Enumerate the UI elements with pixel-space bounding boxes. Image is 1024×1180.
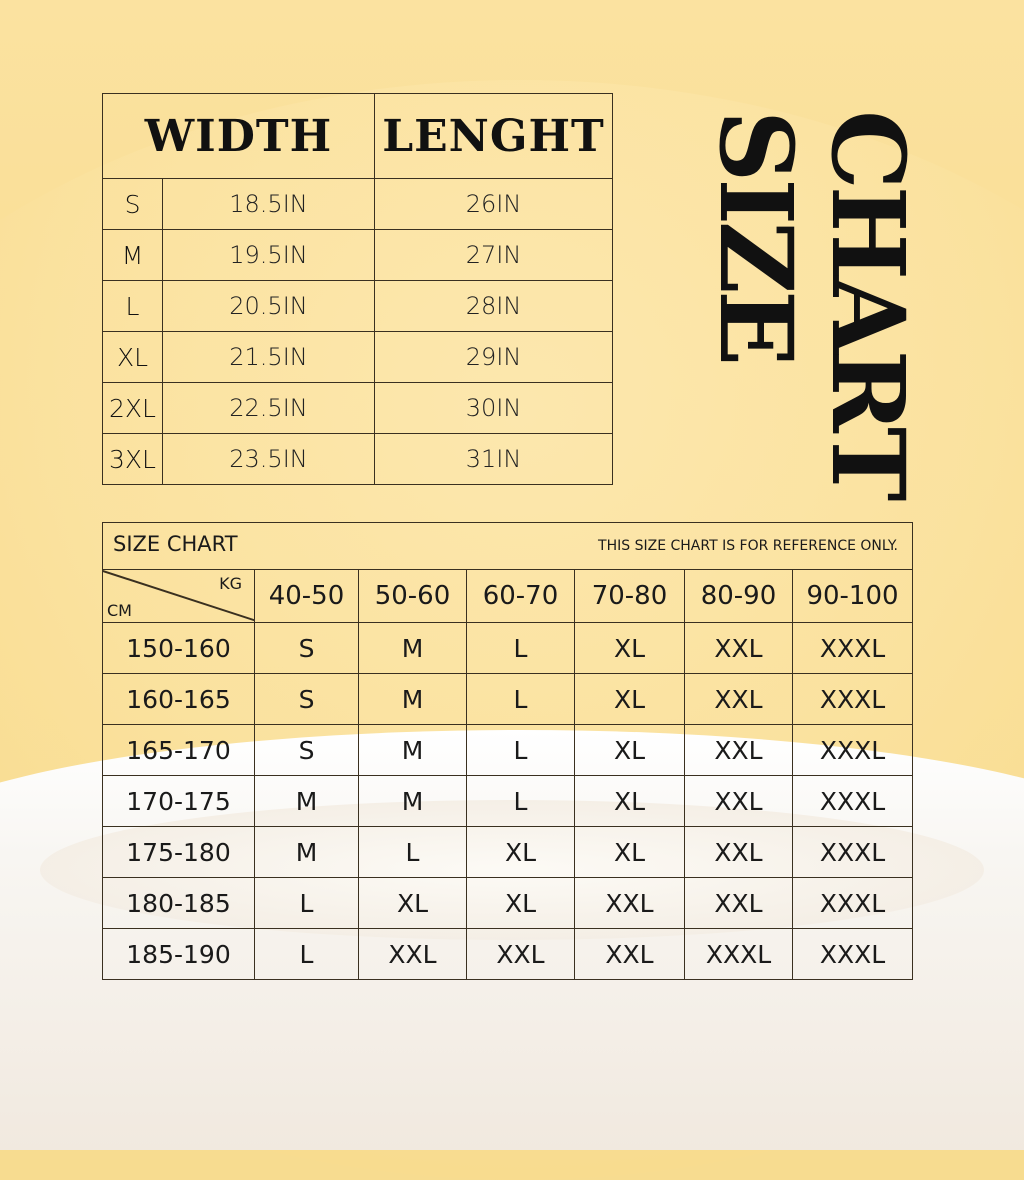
length-value: 30IN (375, 383, 613, 434)
measurement-row (103, 434, 613, 485)
size-cell: XXL (685, 776, 793, 827)
size-cell: L (467, 623, 575, 674)
size-label: S (103, 179, 163, 230)
size-cell: XXL (575, 929, 685, 980)
length-value: 27IN (375, 230, 613, 281)
size-chart-row (103, 725, 913, 776)
size-cell: XXXL (793, 623, 913, 674)
corner-label-cm: CM (107, 601, 132, 620)
size-cell: XXXL (793, 827, 913, 878)
size-cell: M (359, 674, 467, 725)
size-cell: L (255, 878, 359, 929)
size-label: M (103, 230, 163, 281)
height-range: 160-165 (103, 674, 255, 725)
weight-header: 40-50 (255, 570, 359, 623)
size-cell: XXXL (793, 776, 913, 827)
size-cell: L (359, 827, 467, 878)
width-header: WIDTH (103, 94, 375, 179)
width-value: 19.5IN (163, 230, 375, 281)
measurement-row (103, 332, 613, 383)
width-value: 23.5IN (163, 434, 375, 485)
weight-header: 90-100 (793, 570, 913, 623)
height-range: 175-180 (103, 827, 255, 878)
size-chart-row (103, 623, 913, 674)
weight-header: 60-70 (467, 570, 575, 623)
size-label: L (103, 281, 163, 332)
size-cell: XXL (359, 929, 467, 980)
size-cell: XL (467, 827, 575, 878)
size-cell: XXL (467, 929, 575, 980)
width-value: 18.5IN (163, 179, 375, 230)
size-chart-table (102, 522, 913, 980)
size-cell: S (255, 674, 359, 725)
weight-header: 80-90 (685, 570, 793, 623)
size-chart-caption-row (103, 523, 913, 570)
size-cell: XL (467, 878, 575, 929)
size-cell: XXXL (793, 929, 913, 980)
size-label: 2XL (103, 383, 163, 434)
size-cell: L (467, 674, 575, 725)
measurement-row (103, 179, 613, 230)
height-range: 170-175 (103, 776, 255, 827)
measurement-row (103, 383, 613, 434)
size-cell: XXL (575, 878, 685, 929)
size-cell: M (255, 776, 359, 827)
size-chart-caption-title: SIZE CHART (113, 532, 238, 556)
size-cell: XL (575, 725, 685, 776)
size-cell: XXL (685, 725, 793, 776)
size-cell: XL (575, 674, 685, 725)
size-chart-reference-note: THIS SIZE CHART IS FOR REFERENCE ONLY. (598, 538, 898, 554)
size-chart-row (103, 827, 913, 878)
size-cell: M (359, 776, 467, 827)
size-cell: XXL (685, 827, 793, 878)
measurement-header-row (103, 94, 613, 179)
weight-header: 50-60 (359, 570, 467, 623)
size-cell: M (359, 725, 467, 776)
length-value: 31IN (375, 434, 613, 485)
size-cell: XL (575, 623, 685, 674)
length-value: 28IN (375, 281, 613, 332)
size-cell: XXXL (685, 929, 793, 980)
size-cell: XXL (685, 878, 793, 929)
size-cell: XXL (685, 623, 793, 674)
width-value: 20.5IN (163, 281, 375, 332)
size-chart-row (103, 674, 913, 725)
width-value: 21.5IN (163, 332, 375, 383)
size-cell: M (359, 623, 467, 674)
size-chart-row (103, 878, 913, 929)
weight-header-row (103, 570, 913, 623)
size-cell: XXXL (793, 725, 913, 776)
measurement-row (103, 281, 613, 332)
size-cell: S (255, 725, 359, 776)
size-cell: M (255, 827, 359, 878)
length-value: 29IN (375, 332, 613, 383)
size-cell: XL (575, 776, 685, 827)
size-cell: XXXL (793, 878, 913, 929)
size-label: XL (103, 332, 163, 383)
measurement-row (103, 230, 613, 281)
corner-cell (103, 570, 255, 623)
size-chart-row (103, 929, 913, 980)
size-chart-row (103, 776, 913, 827)
height-range: 180-185 (103, 878, 255, 929)
size-cell: XXL (685, 674, 793, 725)
size-label: 3XL (103, 434, 163, 485)
size-cell: S (255, 623, 359, 674)
size-cell: L (255, 929, 359, 980)
size-cell: XL (359, 878, 467, 929)
height-range: 165-170 (103, 725, 255, 776)
size-cell: L (467, 725, 575, 776)
title-size: SIZE (697, 110, 815, 363)
width-value: 22.5IN (163, 383, 375, 434)
length-value: 26IN (375, 179, 613, 230)
height-range: 150-160 (103, 623, 255, 674)
length-header: LENGHT (375, 94, 613, 179)
height-range: 185-190 (103, 929, 255, 980)
size-cell: XXXL (793, 674, 913, 725)
size-chart-caption (103, 523, 913, 570)
title-chart: CHART (809, 110, 927, 498)
measurement-table (102, 93, 613, 485)
weight-header: 70-80 (575, 570, 685, 623)
size-cell: L (467, 776, 575, 827)
corner-label-kg: KG (219, 574, 242, 593)
size-cell: XL (575, 827, 685, 878)
